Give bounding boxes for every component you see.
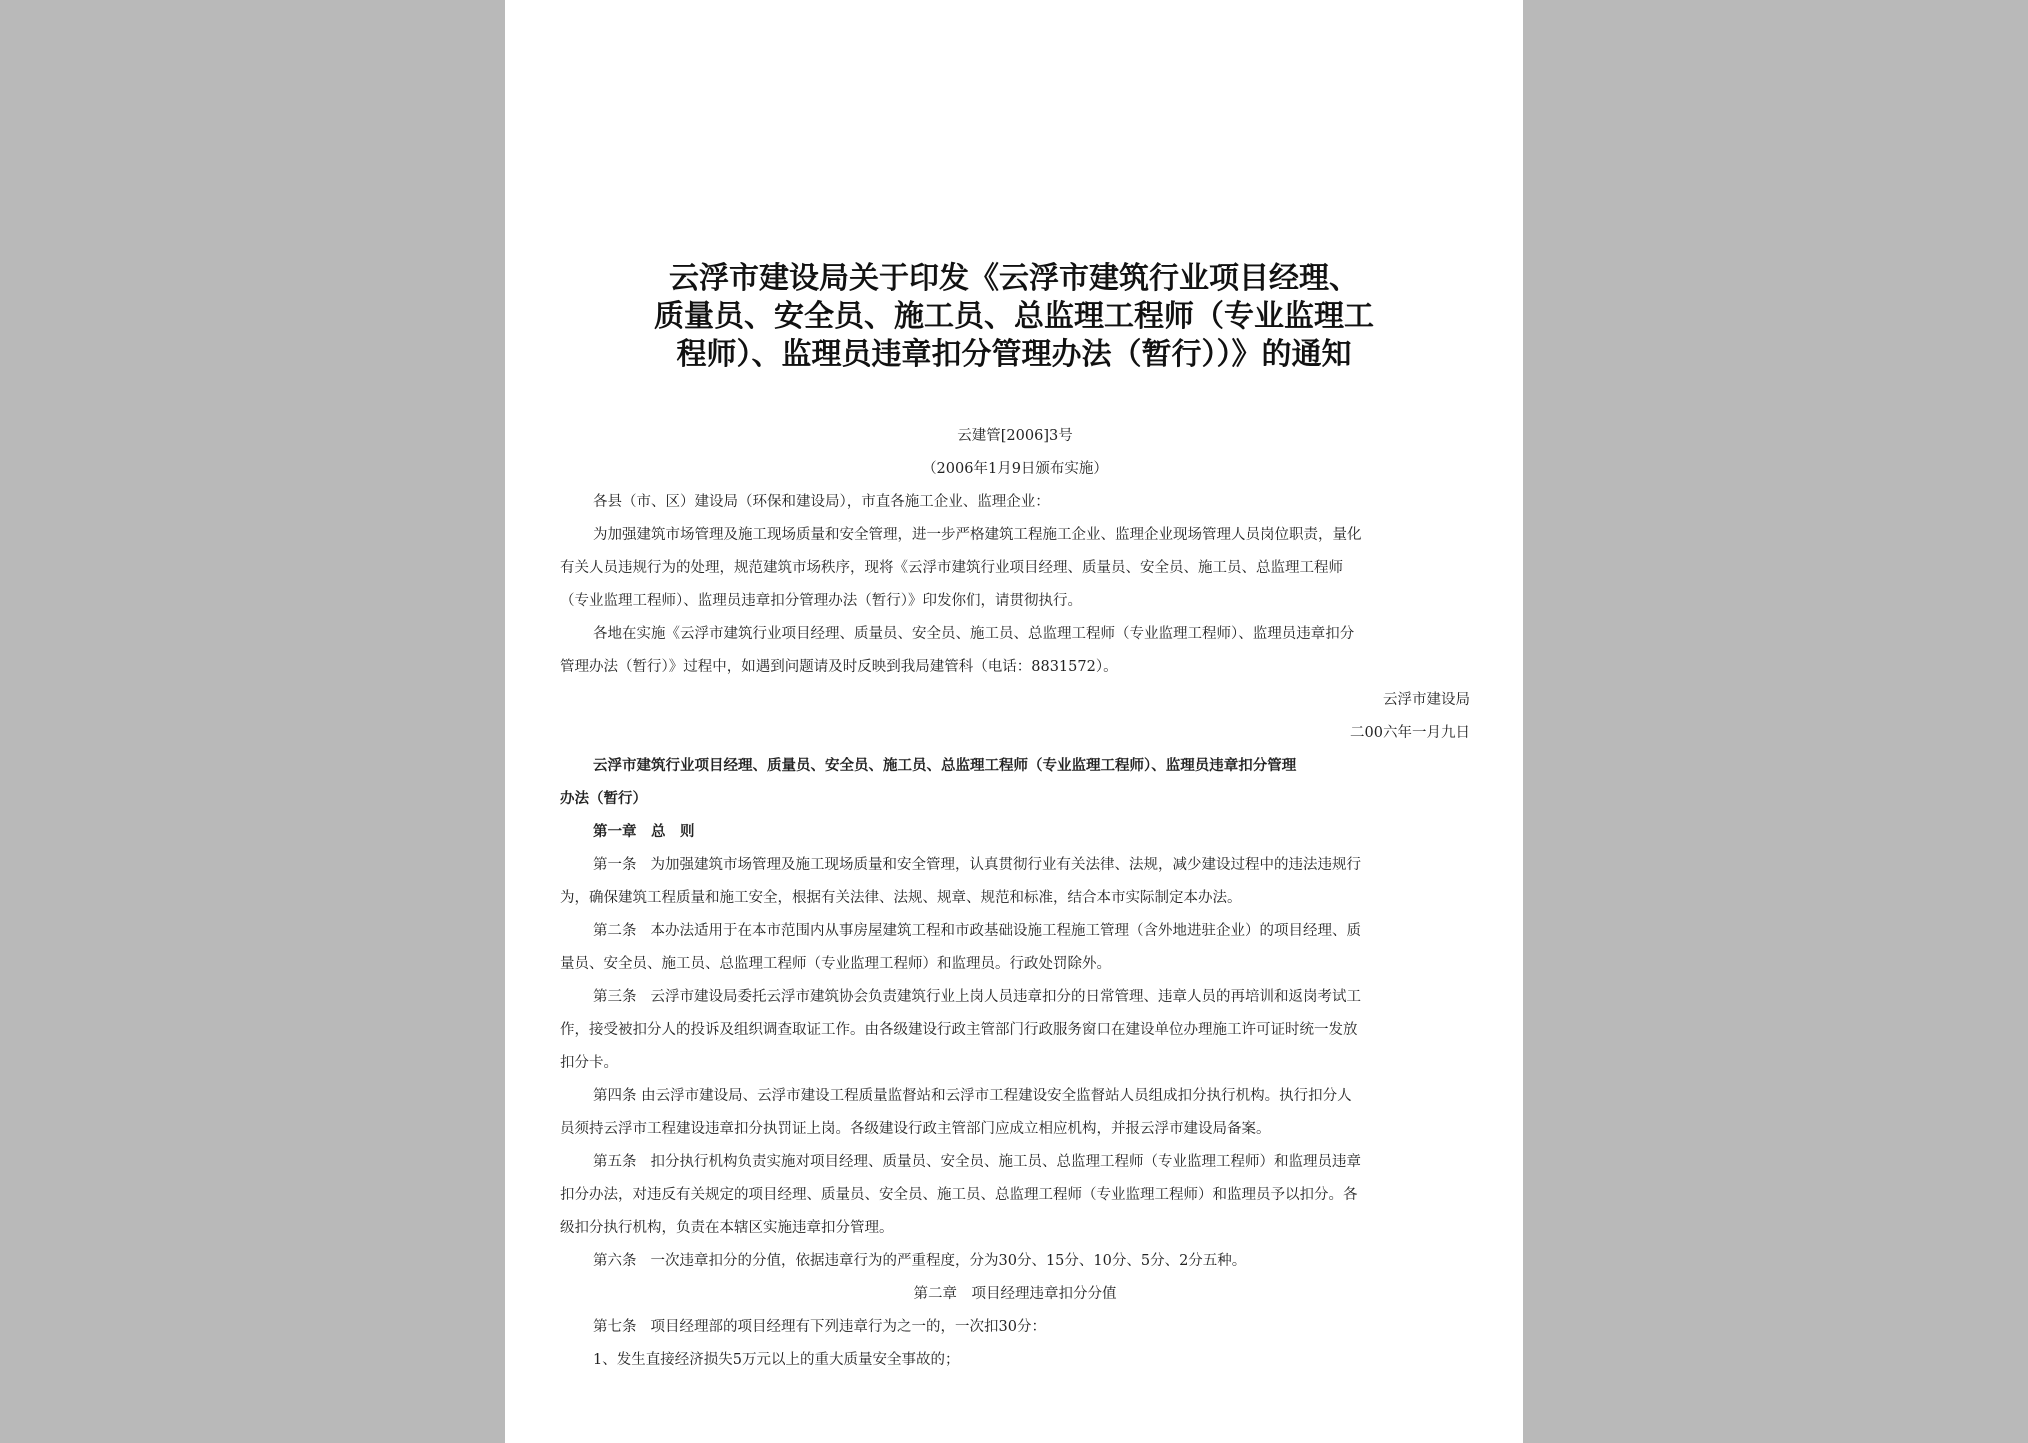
measures-title-line: 办法（暂行） bbox=[560, 791, 647, 807]
article-label: 第二条 bbox=[593, 923, 637, 939]
article-text: 为加强建筑市场管理及施工现场质量和安全管理，认真贯彻行业有关法律、法规，减少建设过程中的违法违规行 bbox=[650, 857, 1361, 873]
signature-date: 二00六年一月九日 bbox=[1350, 725, 1470, 741]
intro-line: 有关人员违规行为的处理，规范建筑市场秩序，现将《云浮市建筑行业项目经理、质量员、安全员、施工员、总监理工程师 bbox=[560, 560, 1343, 576]
document-page bbox=[505, 0, 1523, 1443]
document-body bbox=[560, 420, 1470, 1377]
article-line: 扣分办法，对违反有关规定的项目经理、质量员、安全员、施工员、总监理工程师（专业监理工程师）和监理员予以扣分。各 bbox=[560, 1187, 1358, 1203]
article-6 bbox=[560, 1245, 1470, 1278]
article-line: 扣分卡。 bbox=[560, 1055, 618, 1071]
title-line: 程师）、监理员违章扣分管理办法（暂行））》的通知 bbox=[676, 337, 1352, 372]
chapter-heading: 第二章 项目经理违章扣分分值 bbox=[913, 1286, 1117, 1302]
feedback-line: 各地在实施《云浮市建筑行业项目经理、质量员、安全员、施工员、总监理工程师（专业监理工程师）、监理员违章扣分 bbox=[593, 626, 1355, 642]
article-7 bbox=[560, 1311, 1470, 1344]
title-line: 云浮市建设局关于印发《云浮市建筑行业项目经理、 bbox=[669, 261, 1359, 296]
article-1 bbox=[560, 849, 1470, 882]
document-title bbox=[555, 260, 1473, 374]
article-text: 云浮市建设局委托云浮市建筑协会负责建筑行业上岗人员违章扣分的日常管理、违章人员的再培训和返岗考试工 bbox=[650, 989, 1361, 1005]
article-text: 一次违章扣分的分值，依据违章行为的严重程度，分为30分、15分、10分、5分、2分五种。 bbox=[650, 1253, 1247, 1269]
article-line: 员须持云浮市工程建设违章扣分执罚证上岗。各级建设行政主管部门应成立相应机构，并报云浮市建设局备案。 bbox=[560, 1121, 1271, 1137]
measures-title-line: 云浮市建筑行业项目经理、质量员、安全员、施工员、总监理工程师（专业监理工程师）、监理员违章扣分管理 bbox=[593, 758, 1297, 774]
effective-date: （2006年1月9日颁布实施） bbox=[922, 461, 1108, 477]
article-label: 第五条 bbox=[593, 1154, 637, 1170]
title-line: 质量员、安全员、施工员、总监理工程师（专业监理工 bbox=[654, 299, 1374, 334]
article-line: 量员、安全员、施工员、总监理工程师（专业监理工程师）和监理员。行政处罚除外。 bbox=[560, 956, 1111, 972]
article-label: 第三条 bbox=[593, 989, 637, 1005]
chapter-heading: 第一章 总 则 bbox=[593, 824, 695, 840]
article-label: 第一条 bbox=[593, 857, 637, 873]
article-5 bbox=[560, 1146, 1470, 1179]
article-text: 扣分执行机构负责实施对项目经理、质量员、安全员、施工员、总监理工程师（专业监理工程师）和监理员违章 bbox=[650, 1154, 1361, 1170]
recipients: 各县（市、区）建设局（环保和建设局），市直各施工企业、监理企业： bbox=[593, 494, 1050, 510]
article-2 bbox=[560, 915, 1470, 948]
article-3 bbox=[560, 981, 1470, 1014]
article-text: 本办法适用于在本市范围内从事房屋建筑工程和市政基础设施工程施工管理（含外地进驻企业）的项目经理、质 bbox=[650, 923, 1361, 939]
signature: 云浮市建设局 bbox=[1383, 692, 1470, 708]
list-item: 1、发生直接经济损失5万元以上的重大质量安全事故的； bbox=[593, 1352, 960, 1368]
article-line: 为，确保建筑工程质量和施工安全，根据有关法律、法规、规章、规范和标准，结合本市实际制定本办法。 bbox=[560, 890, 1242, 906]
article-text: 项目经理部的项目经理有下列违章行为之一的，一次扣30分： bbox=[650, 1319, 1046, 1335]
feedback-line: 管理办法（暂行）》过程中，如遇到问题请及时反映到我局建管科（电话：8831572）。 bbox=[560, 659, 1118, 675]
article-label: 第七条 bbox=[593, 1319, 637, 1335]
article-line: 作，接受被扣分人的投诉及组织调查取证工作。由各级建设行政主管部门行政服务窗口在建设单位办理施工许可证时统一发放 bbox=[560, 1022, 1358, 1038]
doc-number: 云建管[2006]3号 bbox=[957, 428, 1073, 444]
article-4: 第四条 由云浮市建设局、云浮市建设工程质量监督站和云浮市工程建设安全监督站人员组成扣分执行机构。执行扣分人 bbox=[593, 1088, 1352, 1104]
intro-line: （专业监理工程师）、监理员违章扣分管理办法（暂行）》印发你们，请贯彻执行。 bbox=[560, 593, 1082, 609]
article-label: 第六条 bbox=[593, 1253, 637, 1269]
article-line: 级扣分执行机构，负责在本辖区实施违章扣分管理。 bbox=[560, 1220, 894, 1236]
intro-line: 为加强建筑市场管理及施工现场质量和安全管理，进一步严格建筑工程施工企业、监理企业现场管理人员岗位职责，量化 bbox=[593, 527, 1362, 543]
